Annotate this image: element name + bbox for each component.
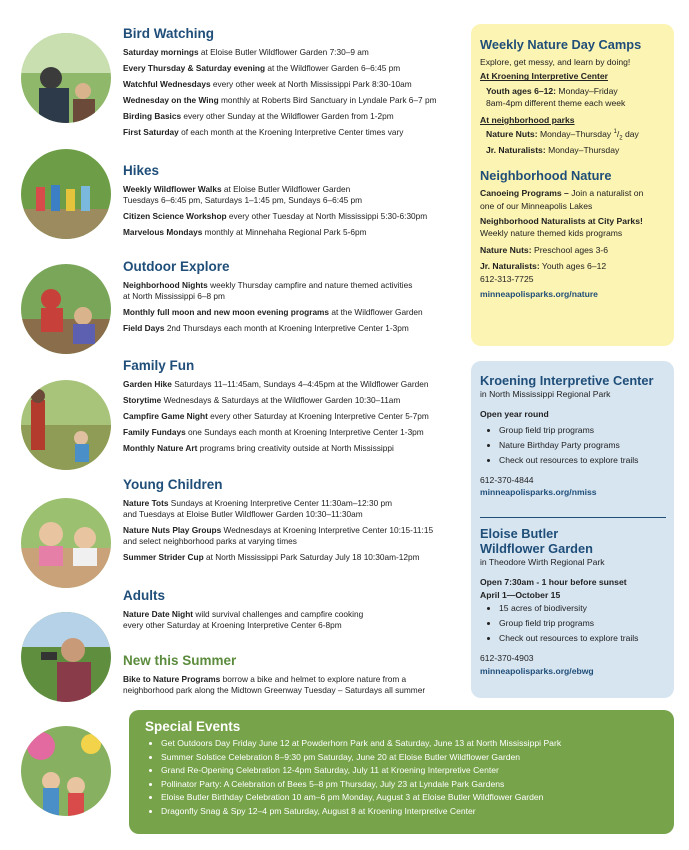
section-title: Adults [123, 588, 165, 603]
list-item: Nature Nuts Play Groups Wednesdays at Kroening Interpretive Center 10:15-11:15 and select neighborhood parks at varying times [123, 524, 434, 546]
section-new-this-summer [123, 653, 468, 701]
section-title: Outdoor Explore [123, 259, 230, 274]
list-item: Storytime Wednesdays & Saturdays at the Wildflower Garden 10:30–11am [123, 394, 401, 405]
event-item: • Eloise Butler Birthday Celebration 10 am–6 pm Monday, August 3 at Eloise Butler Wildflower Garden [161, 791, 561, 805]
event-item: • Pollinator Party: A Celebration of Bees 5–8 pm Thursday, July 23 at Lyndale Park Gardens [161, 778, 561, 792]
section-adults [123, 588, 468, 636]
jr-naturalists: Jr. Naturalists: Youth ages 6–12 [480, 261, 607, 272]
kroening-open: Open year round [480, 409, 549, 420]
list-item: Saturday mornings at Eloise Butler Wildflower Garden 7:30–9 am [123, 47, 369, 57]
special-events-box [129, 710, 674, 834]
neighborhood-title: Neighborhood Nature [480, 168, 612, 184]
day-camps-box [471, 24, 674, 346]
list-item: Neighborhood Nights weekly Thursday campfire and nature themed activities at North Mississippi 6–8 pm [123, 280, 413, 301]
camps-title: Weekly Nature Day Camps [480, 37, 642, 52]
list-item: • Check out resources to explore trails [499, 631, 668, 646]
young-children-photo [21, 498, 111, 588]
list-item: • 15 acres of biodiversity [499, 601, 668, 616]
list-item: Bike to Nature Programs borrow a bike and helmet to explore nature from a neighborhood park along the Midtown Greenway Tuesday – Saturdays all summer [123, 674, 426, 695]
canoeing-programs: Canoeing Programs – Join a naturalist on one of our Minneapolis Lakes [480, 188, 644, 211]
eloise-phone: 612-370-4903 [480, 653, 534, 664]
eloise-hours: Open 7:30am - 1 hour before sunset April 1—October 15 [480, 577, 627, 600]
eloise-title: Eloise Butler Wildflower Garden [480, 526, 593, 556]
list-item: • Nature Birthday Party programs [499, 438, 668, 453]
section-family-fun [123, 358, 468, 459]
section-young-children [123, 477, 468, 568]
neighborhood-phone: 612-313-7725 [480, 273, 534, 284]
family-fun-photo [21, 380, 111, 470]
section-title: Young Children [123, 477, 223, 492]
neighborhood-naturalists: Neighborhood Naturalists at City Parks! Weekly nature themed kids programs [480, 216, 643, 239]
kroening-title: Kroening Interpretive Center [480, 373, 654, 388]
neighborhood-link[interactable]: minneapolisparks.org/nature [480, 289, 598, 300]
list-item: Citizen Science Workshop every other Tuesday at North Mississippi 5:30-6:30pm [123, 210, 428, 221]
event-item: • Summer Solstice Celebration 8–9:30 pm Saturday, June 20 at Eloise Butler Wildflower Garden [161, 751, 561, 765]
list-item: • Group field trip programs [499, 423, 668, 438]
jr-naturalists-camp: Jr. Naturalists: Monday–Thursday [486, 144, 620, 155]
list-item: Summer Strider Cup at North Mississippi Park Saturday July 18 10:30am-12pm [123, 551, 420, 562]
list-item: Monthly Nature Art programs bring creativity outside at North Mississippi [123, 442, 394, 453]
kroening-link[interactable]: minneapolisparks.org/nmiss [480, 487, 597, 498]
kroening-subtitle: in North Mississippi Regional Park [480, 389, 611, 399]
section-bird-watching [123, 26, 468, 143]
list-item: Campfire Game Night every other Saturday at Kroening Interpretive Center 5-7pm [123, 410, 429, 421]
section-title: Bird Watching [123, 26, 214, 41]
list-item: Family Fundays one Sundays each month at Kroening Interpretive Center 1-3pm [123, 426, 424, 437]
special-events-photo [21, 726, 111, 816]
list-item: Watchful Wednesdays every other week at North Mississippi Park 8:30-10am [123, 78, 412, 89]
section-title: Hikes [123, 163, 160, 178]
event-item: • Dragonfly Snag & Spy 12–4 pm Saturday, August 8 at Kroening Interpretive Center [161, 805, 561, 819]
list-item: • Check out resources to explore trails [499, 453, 668, 468]
nature-nuts: Nature Nuts: Preschool ages 3-6 [480, 244, 609, 255]
divider [480, 517, 666, 518]
list-item: Birding Basics every other Sunday at the Wildflower Garden from 1-2pm [123, 110, 394, 121]
youth-camp: Youth ages 6–12: Monday–Friday 8am-4pm different theme each week [486, 85, 626, 109]
eloise-link[interactable]: minneapolisparks.org/ebwg [480, 665, 594, 676]
outdoor-explore-photo [21, 264, 111, 354]
kroening-heading: At Kroening Interpretive Center [480, 71, 608, 82]
parks-heading: At neighborhood parks [480, 114, 575, 125]
list-item: Nature Tots Sundays at Kroening Interpretive Center 11:30am–12:30 pm and Tuesdays at Eloise Butler Wildflower Garden 10:30–11:30am [123, 498, 393, 519]
hikes-photo [21, 149, 111, 239]
centers-box [471, 361, 674, 698]
eloise-subtitle: in Theodore Wirth Regional Park [480, 557, 605, 567]
list-item: • Group field trip programs [499, 616, 668, 631]
nature-nuts-camp: Nature Nuts: Monday–Thursday $^1/_2$ day [486, 129, 639, 142]
kroening-list [480, 423, 668, 468]
list-item: Field Days 2nd Thursdays each month at Kroening Interpretive Center 1-3pm [123, 322, 409, 333]
section-title: Family Fun [123, 358, 195, 373]
list-item: Monthly full moon and new moon evening programs at the Wildflower Garden [123, 306, 423, 317]
event-item: • Get Outdoors Day Friday June 12 at Powderhorn Park and & Saturday, June 13 at North Mississippi Park [161, 737, 561, 751]
camps-intro: Explore, get messy, and learn by doing! [480, 57, 631, 67]
eloise-list [480, 601, 668, 646]
list-item: Nature Date Night wild survival challenges and campfire cooking every other Saturday at Kroening Interpretive Center 6-8pm [123, 609, 364, 630]
events-title: Special Events [145, 719, 241, 734]
list-item: Garden Hike Saturdays 11–11:45am, Sundays 4–4:45pm at the Wildflower Garden [123, 379, 429, 389]
list-item: Marvelous Mondays monthly at Minnehaha Regional Park 5-6pm [123, 226, 367, 237]
adults-photo [21, 612, 111, 702]
section-title: New this Summer [123, 653, 237, 668]
bird-watching-photo [21, 33, 111, 123]
kroening-phone: 612-370-4844 [480, 475, 534, 485]
list-item: Every Thursday & Saturday evening at the Wildflower Garden 6–6:45 pm [123, 62, 401, 73]
events-list [145, 737, 561, 818]
section-hikes [123, 163, 468, 243]
list-item: Wednesday on the Wing monthly at Roberts Bird Sanctuary in Lyndale Park 6–7 pm [123, 94, 437, 105]
event-item: • Grand Re-Opening Celebration 12-4pm Saturday, July 11 at Kroening Interpretive Center [161, 764, 561, 778]
list-item: First Saturday of each month at the Kroening Interpretive Center times vary [123, 126, 404, 137]
list-item: Weekly Wildflower Walks at Eloise Butler Wildflower Garden Tuesdays 6–6:45 pm, Saturdays 1–1:45 pm, Sundays 6–6:45 pm [123, 184, 363, 205]
section-outdoor-explore [123, 259, 468, 339]
